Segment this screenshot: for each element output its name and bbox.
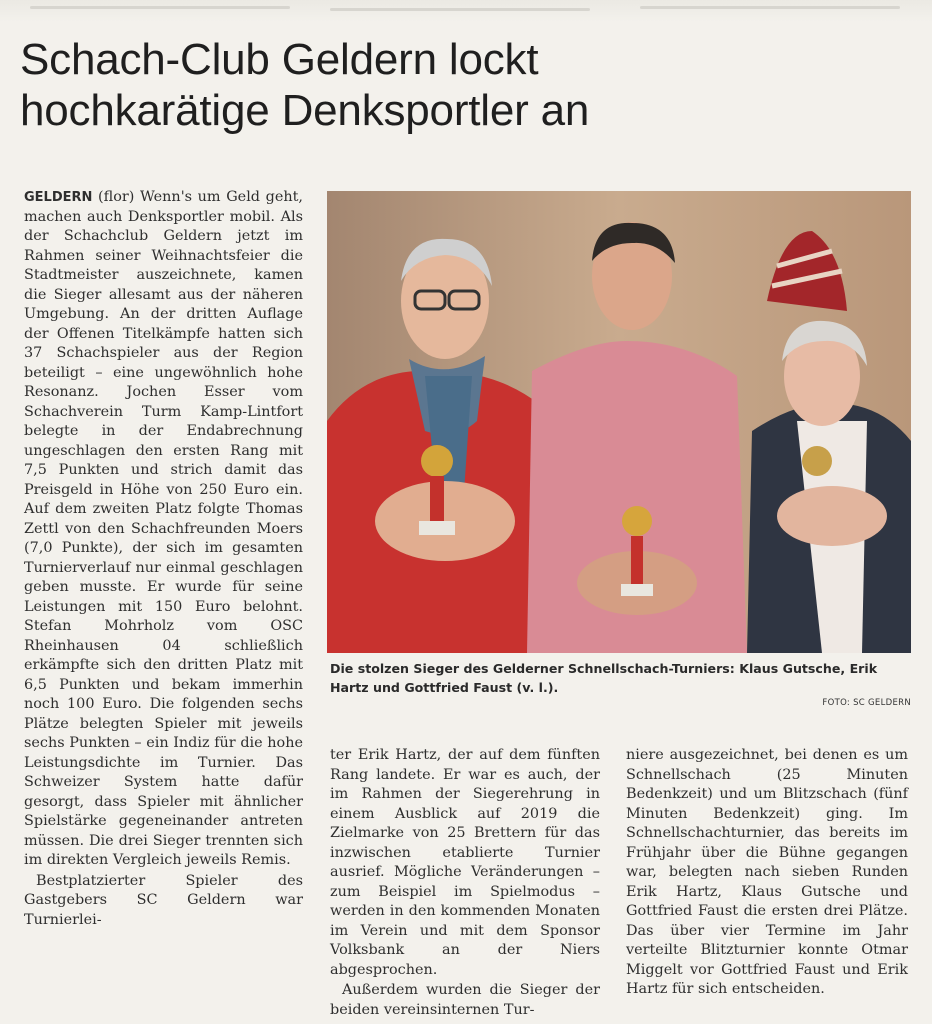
paragraph: Bestplatzierter Spieler des Gastgebers SC Geldern war Turnierlei- [24,872,303,928]
article-headline [20,34,920,136]
bleed-line [30,6,290,9]
photo-caption: Die stolzen Sieger des Gelderner Schnellschach-Turniers: Klaus Gutsche, Erik Hartz und Gottfried Faust (v. l.). [330,661,878,695]
headline-line-1: Schach-Club Geldern lockt [20,35,539,84]
dateline: GELDERN [24,190,93,205]
photo-illustration [327,191,911,653]
paragraph [24,188,303,871]
article-column-3 [626,746,908,1000]
paragraph: ter Erik Hartz, der auf dem fünften Rang landete. Er war es auch, der im Rahmen der Siegerehrung in einem Ausblick auf 2019 die Zielmarke von 25 Brettern für das inzwischen etablierte Turnier ausrief. Mögliche Veränderungen – zum Beispiel im Spielmodus – werden in den kommenden Monaten im Verein und mit dem Sponsor Volksbank an der Niers abgesprochen. [330,747,600,978]
previous-page-bleed [0,0,932,22]
bleed-line [330,8,590,11]
paragraph-text: (flor) Wenn's um Geld geht, machen auch Denksportler mobil. Als der Schachclub Geldern jetzt im Rahmen seiner Weihnachtsfeier die Stadtmeister auszeichnete, kamen die Sieger allesamt aus der näheren Umgebung. An der dritten Auflage der Offenen Titelkämpfe hatten sich 37 Schachspieler aus der Region beteiligt – eine ungewöhnlich hohe Resonanz. Jochen Esser vom Schachverein Turm Kamp-Lintfort belegte in der Endabrechnung ungeschlagen den ersten Rang mit 7,5 Punkten und strich damit das Preisgeld in Höhe von 250 Euro ein. Auf dem zweiten Platz folgte Thomas Zettl von den Schachfreunden Moers (7,0 Punkte), der sich im gesamten Turnierverlauf nur einmal geschlagen geben musste. Er wurde für seine Leistungen mit 150 Euro belohnt. Stefan Mohrholz vom OSC Rheinhausen 04 schließlich erkämpfte sich den dritten Platz mit 6,5 Punkten und bekam immerhin noch 100 Euro. Die folgenden sechs Plätze belegten Spieler mit jeweils sechs Punkten – ein Indiz für die hohe Leistungsdichte im Turnier. Das Schweizer System hatte dafür gesorgt, dass Spieler mit ähnlicher Spielstärke gegeneinander antreten müssen. Die drei Sieger trennten sich im direkten Vergleich jeweils Remis. [24,189,303,868]
winners-photo [327,191,911,653]
article-column-1 [24,188,303,930]
paragraph: niere ausgezeichnet, bei denen es um Schnellschach (25 Minuten Bedenkzeit) und um Blitzschach (fünf Minuten Bedenkzeit) ging. Im Schnellschachturnier, das bereits im Frühjahr über die Bühne gegangen war, belegten nach sieben Runden Erik Hartz, Klaus Gutsche und Gottfried Faust die ersten drei Plätze. Das über vier Termine im Jahr verteilte Blitzturnier konnte Otmar Miggelt vor Gottfried Faust und Erik Hartz für sich entscheiden. [626,747,908,997]
bleed-line [640,6,900,9]
photo-credit: FOTO: SC GELDERN [822,698,911,708]
article-column-2 [330,746,600,1020]
paragraph: Außerdem wurden die Sieger der beiden vereinsinternen Tur- [330,982,600,1018]
headline-line-2: hochkarätige Denksportler an [20,86,590,135]
